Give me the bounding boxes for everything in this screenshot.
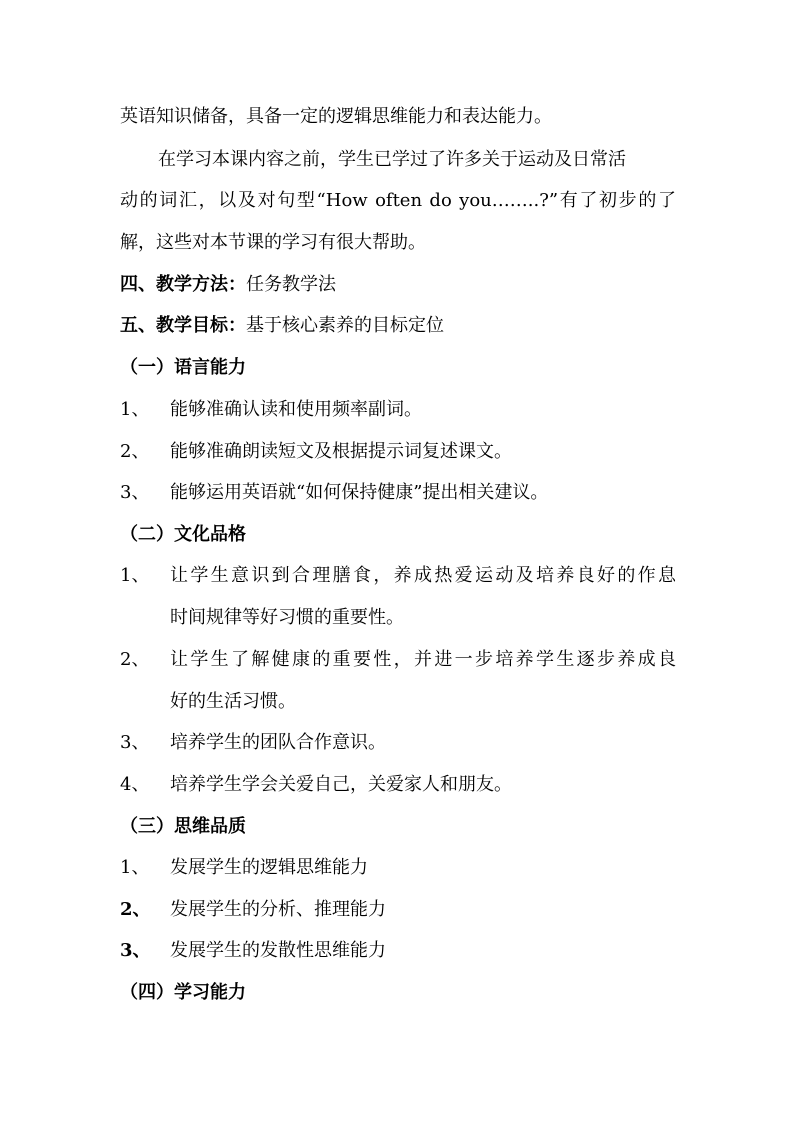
list-item-text-continued: 好的生活习惯。	[170, 691, 296, 712]
list-item-text: 让学生了解健康的重要性，并进一步培养学生逐步养成良	[170, 649, 676, 670]
list-item-number: 4、	[120, 774, 150, 795]
section-4-heading	[120, 273, 336, 297]
subsection-3-title: （三）思维品质	[120, 816, 246, 837]
list-item-text: 培养学生学会关爱自己，关爱家人和朋友。	[170, 774, 512, 795]
list-item-number: 1、	[120, 565, 150, 586]
intro-paragraph-line-3: 解，这些对本节课的学习有很大帮助。	[120, 232, 426, 253]
subsection-4-title: （四）学习能力	[120, 982, 246, 1003]
section-5-text: 基于核心素养的目标定位	[246, 315, 444, 336]
list-item-text: 让学生意识到合理膳食，养成热爱运动及培养良好的作息	[170, 565, 676, 586]
list-item-text: 能够运用英语就“如何保持健康”提出相关建议。	[170, 482, 549, 503]
list-item-text: 发展学生的发散性思维能力	[170, 940, 386, 961]
section-5-heading	[120, 314, 444, 338]
list-item-text: 发展学生的逻辑思维能力	[170, 857, 368, 878]
intro-paragraph-line-2: 动的词汇，以及对句型“How often do you……..?”有了初步的了	[120, 190, 676, 211]
list-item-number: 2、	[120, 649, 150, 670]
section-5-title: 五、教学目标：	[120, 315, 246, 336]
list-item-number: 2、	[120, 441, 150, 462]
list-item-text: 培养学生的团队合作意识。	[170, 732, 386, 753]
list-item-number: 3、	[120, 482, 150, 503]
list-item-number: 3、	[120, 732, 150, 753]
section-4-text: 任务教学法	[246, 274, 336, 295]
subsection-2-title: （二）文化品格	[120, 524, 246, 545]
list-item-number: 2、	[120, 899, 151, 920]
list-item-number: 1、	[120, 399, 150, 420]
list-item-number: 3、	[120, 940, 151, 961]
list-item-text: 发展学生的分析、推理能力	[170, 899, 386, 920]
list-item-text-continued: 时间规律等好习惯的重要性。	[170, 607, 404, 628]
list-item-text: 能够准确认读和使用频率副词。	[170, 399, 422, 420]
list-item-number: 1、	[120, 857, 150, 878]
intro-line: 英语知识储备，具备一定的逻辑思维能力和表达能力。	[120, 106, 552, 127]
list-item-text: 能够准确朗读短文及根据提示词复述课文。	[170, 441, 512, 462]
section-4-title: 四、教学方法：	[120, 274, 246, 295]
subsection-1-title: （一）语言能力	[120, 357, 246, 378]
intro-paragraph-line-1: 在学习本课内容之前，学生已学过了许多关于运动及日常活	[158, 149, 626, 170]
